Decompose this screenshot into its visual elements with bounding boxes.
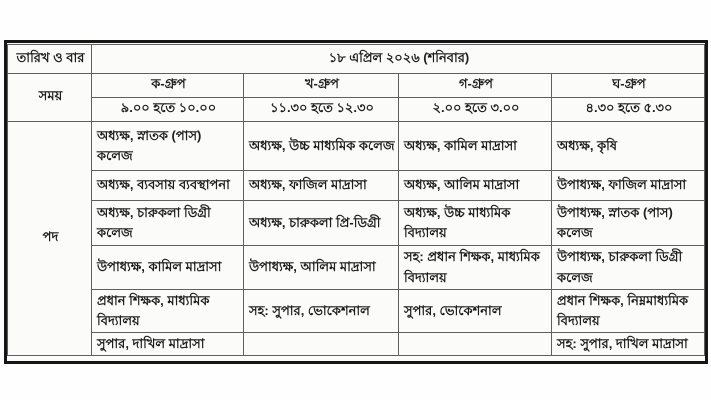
time-label: সময়	[8, 74, 92, 122]
group-header-row	[8, 74, 705, 98]
position-row-5	[8, 290, 705, 333]
position-cell: অধ্যক্ষ, কৃষি	[552, 122, 705, 171]
position-row-1	[8, 122, 705, 171]
position-row-6	[8, 333, 705, 356]
group-b-header: খ-গ্রুপ	[244, 74, 399, 98]
position-cell: অধ্যক্ষ, চারুকলা প্রি-ডিগ্রী	[244, 201, 399, 246]
position-cell: অধ্যক্ষ, স্নাতক (পাস) কলেজ	[92, 122, 244, 171]
position-cell: সুপার, দাখিল মাদ্রাসা	[92, 333, 244, 356]
position-row-3	[8, 201, 705, 246]
position-cell: সহ: সুপার, দাখিল মাদ্রাসা	[552, 333, 705, 356]
position-cell: অধ্যক্ষ, চারুকলা ডিগ্রী কলেজ	[92, 201, 244, 246]
position-row-2	[8, 171, 705, 201]
position-cell: প্রধান শিক্ষক, নিম্নমাধ্যমিক বিদ্যালয়	[552, 290, 705, 333]
group-a-time: ৯.০০ হতে ১০.০০	[92, 98, 244, 122]
date-row	[8, 45, 705, 74]
position-row-4	[8, 246, 705, 290]
group-c-header: গ-গ্রুপ	[399, 74, 552, 98]
position-label: পদ	[8, 122, 92, 356]
group-d-time: ৪.৩০ হতে ৫.৩০	[552, 98, 705, 122]
position-cell: অধ্যক্ষ, উচ্চ মাধ্যমিক কলেজ	[244, 122, 399, 171]
exam-schedule-table	[7, 44, 705, 356]
position-cell: অধ্যক্ষ, ব্যবসায় ব্যবস্থাপনা	[92, 171, 244, 201]
position-cell: সহ: প্রধান শিক্ষক, মাধ্যমিক বিদ্যালয়	[399, 246, 552, 290]
schedule-table-frame	[4, 40, 708, 364]
position-cell: প্রধান শিক্ষক, মাধ্যমিক বিদ্যালয়	[92, 290, 244, 333]
group-d-header: ঘ-গ্রুপ	[552, 74, 705, 98]
position-cell: উপাধ্যক্ষ, স্নাতক (পাস) কলেজ	[552, 201, 705, 246]
position-cell: অধ্যক্ষ, ফাজিল মাদ্রাসা	[244, 171, 399, 201]
position-cell: উপাধ্যক্ষ, ফাজিল মাদ্রাসা	[552, 171, 705, 201]
position-cell	[399, 333, 552, 356]
group-a-header: ক-গ্রুপ	[92, 74, 244, 98]
group-c-time: ২.০০ হতে ৩.০০	[399, 98, 552, 122]
group-b-time: ১১.৩০ হতে ১২.৩০	[244, 98, 399, 122]
position-cell: উপাধ্যক্ষ, চারুকলা ডিগ্রী কলেজ	[552, 246, 705, 290]
position-cell: অধ্যক্ষ, উচ্চ মাধ্যমিক বিদ্যালয়	[399, 201, 552, 246]
position-cell: অধ্যক্ষ, কামিল মাদ্রাসা	[399, 122, 552, 171]
time-row	[8, 98, 705, 122]
position-cell: উপাধ্যক্ষ, কামিল মাদ্রাসা	[92, 246, 244, 290]
position-cell: সহ: সুপার, ভোকেশনাল	[244, 290, 399, 333]
position-cell	[244, 333, 399, 356]
position-cell: উপাধ্যক্ষ, আলিম মাদ্রাসা	[244, 246, 399, 290]
date-label: তারিখ ও বার	[8, 45, 92, 74]
position-cell: অধ্যক্ষ, আলিম মাদ্রাসা	[399, 171, 552, 201]
date-value: ১৮ এপ্রিল ২০২৬ (শনিবার)	[92, 45, 705, 74]
position-cell: সুপার, ভোকেশনাল	[399, 290, 552, 333]
